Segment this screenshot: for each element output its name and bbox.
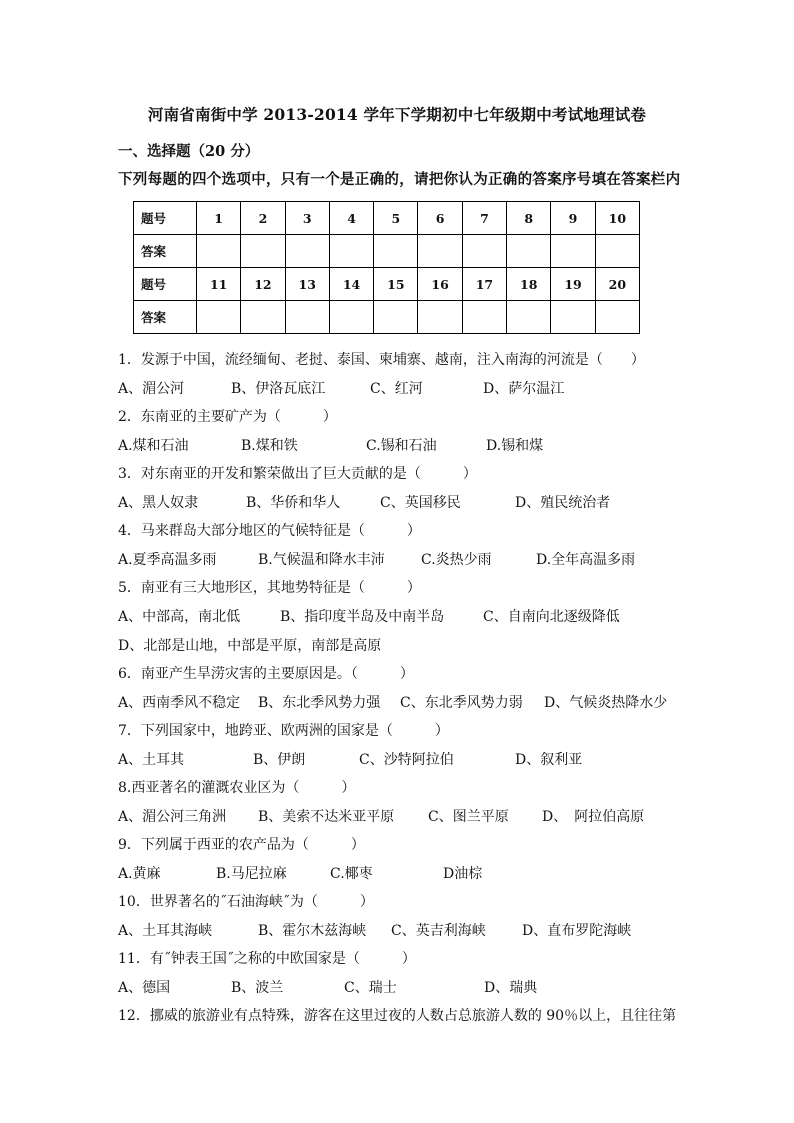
section-heading: 一、选择题（20 分） bbox=[118, 143, 260, 160]
question-5: 5．南亚有三大地形区，其地势特征是（ ） bbox=[118, 580, 421, 596]
option-d[interactable]: D、气候炎热降水少 bbox=[544, 695, 668, 711]
option-a[interactable]: A、土耳其 bbox=[118, 752, 185, 768]
option-d[interactable]: D、叙利亚 bbox=[515, 752, 583, 768]
question-number-cell: 20 bbox=[595, 268, 639, 301]
question-number-cell: 4 bbox=[329, 202, 373, 235]
answer-cell[interactable] bbox=[241, 301, 285, 334]
option-d[interactable]: D、直布罗陀海峡 bbox=[522, 923, 632, 939]
table-row bbox=[134, 301, 640, 334]
option-b[interactable]: B、华侨和华人 bbox=[246, 495, 341, 511]
option-d[interactable]: D.全年高温多雨 bbox=[536, 552, 636, 568]
table-label-answer: 答案 bbox=[134, 235, 197, 268]
answer-cell[interactable] bbox=[241, 235, 285, 268]
option-b[interactable]: B、伊朗 bbox=[253, 752, 306, 768]
option-b[interactable]: B、霍尔木兹海峡 bbox=[258, 923, 367, 939]
table-label-answer: 答案 bbox=[134, 301, 197, 334]
option-c[interactable]: C.椰枣 bbox=[330, 866, 373, 882]
question-number-cell: 19 bbox=[551, 268, 595, 301]
instruction-text: 下列每题的四个选项中，只有一个是正确的，请把你认为正确的答案序号填在答案栏内 bbox=[118, 171, 681, 188]
answer-cell[interactable] bbox=[374, 301, 418, 334]
question-10: 10．世界著名的˝石油海峡˝为（ ） bbox=[118, 894, 374, 910]
question-4: 4．马来群岛大部分地区的气候特征是（ ） bbox=[118, 523, 421, 539]
option-c[interactable]: C.锡和石油 bbox=[366, 438, 437, 454]
option-b[interactable]: B.气候温和降水丰沛 bbox=[258, 552, 385, 568]
exam-title: 河南省南街中学 2013-2014 学年下学期初中七年级期中考试地理试卷 bbox=[147, 105, 647, 124]
answer-cell[interactable] bbox=[285, 235, 329, 268]
option-a[interactable]: A、中部高，南北低 bbox=[118, 609, 241, 625]
answer-cell[interactable] bbox=[507, 235, 551, 268]
question-number-cell: 8 bbox=[507, 202, 551, 235]
question-number-cell: 5 bbox=[374, 202, 418, 235]
question-number-cell: 3 bbox=[285, 202, 329, 235]
question-1: 1．发源于中国，流经缅甸、老挝、泰国、柬埔寨、越南，注入南海的河流是（ ） bbox=[118, 352, 645, 368]
option-c[interactable]: C、图兰平原 bbox=[428, 809, 509, 825]
option-b[interactable]: B、伊洛瓦底江 bbox=[231, 381, 326, 397]
option-c[interactable]: C、自南向北逐级降低 bbox=[483, 609, 620, 625]
question-number-cell: 13 bbox=[285, 268, 329, 301]
answer-cell[interactable] bbox=[285, 301, 329, 334]
question-9: 9．下列属于西亚的农产品为（ ） bbox=[118, 837, 365, 853]
option-c[interactable]: C.炎热少雨 bbox=[421, 552, 492, 568]
question-number-cell: 1 bbox=[197, 202, 241, 235]
question-number-cell: 15 bbox=[374, 268, 418, 301]
option-a[interactable]: A、土耳其海峡 bbox=[118, 923, 213, 939]
table-row bbox=[134, 268, 640, 301]
question-number-cell: 10 bbox=[595, 202, 639, 235]
option-a[interactable]: A、湄公河 bbox=[118, 381, 185, 397]
answer-cell[interactable] bbox=[595, 301, 639, 334]
option-b[interactable]: B、美索不达米亚平原 bbox=[258, 809, 395, 825]
question-number-cell: 9 bbox=[551, 202, 595, 235]
option-d[interactable]: D、萨尔温江 bbox=[483, 381, 565, 397]
question-12: 12．挪威的旅游业有点特殊，游客在这里过夜的人数占总旅游人数的 90％以上，且往往第 bbox=[118, 1008, 677, 1024]
question-number-cell: 16 bbox=[418, 268, 462, 301]
option-c[interactable]: C、英吉利海峡 bbox=[391, 923, 486, 939]
option-a[interactable]: A.夏季高温多雨 bbox=[118, 552, 217, 568]
answer-cell[interactable] bbox=[418, 235, 462, 268]
question-11: 11．有˝钟表王国˝之称的中欧国家是（ ） bbox=[118, 951, 416, 967]
question-7: 7．下列国家中，地跨亚、欧两洲的国家是（ ） bbox=[118, 723, 449, 739]
answer-cell[interactable] bbox=[507, 301, 551, 334]
option-d[interactable]: D、殖民统治者 bbox=[515, 495, 611, 511]
question-number-cell: 7 bbox=[462, 202, 506, 235]
answer-cell[interactable] bbox=[197, 235, 241, 268]
answer-cell[interactable] bbox=[374, 235, 418, 268]
answer-cell[interactable] bbox=[462, 235, 506, 268]
option-a[interactable]: A、湄公河三角洲 bbox=[118, 809, 227, 825]
option-a[interactable]: A.黄麻 bbox=[118, 866, 161, 882]
answer-cell[interactable] bbox=[329, 301, 373, 334]
option-c[interactable]: C、瑞士 bbox=[344, 980, 397, 996]
option-b[interactable]: B、指印度半岛及中南半岛 bbox=[280, 609, 445, 625]
table-label-number: 题号 bbox=[134, 202, 197, 235]
question-6: 6．南亚产生旱涝灾害的主要原因是。（ ） bbox=[118, 666, 414, 682]
table-row bbox=[134, 235, 640, 268]
question-number-cell: 12 bbox=[241, 268, 285, 301]
question-number-cell: 18 bbox=[507, 268, 551, 301]
option-a[interactable]: A、黑人奴隶 bbox=[118, 495, 199, 511]
question-number-cell: 17 bbox=[462, 268, 506, 301]
answer-cell[interactable] bbox=[329, 235, 373, 268]
option-c[interactable]: C、红河 bbox=[370, 381, 423, 397]
option-d[interactable]: D.锡和煤 bbox=[486, 438, 544, 454]
question-2: 2．东南亚的主要矿产为（ ） bbox=[118, 409, 337, 425]
question-number-cell: 14 bbox=[329, 268, 373, 301]
answer-cell[interactable] bbox=[551, 235, 595, 268]
question-number-cell: 11 bbox=[197, 268, 241, 301]
option-d[interactable]: D油棕 bbox=[443, 866, 483, 882]
option-b[interactable]: B.煤和铁 bbox=[241, 438, 298, 454]
option-a[interactable]: A、西南季风不稳定 bbox=[118, 695, 241, 711]
option-b[interactable]: B.马尼拉麻 bbox=[216, 866, 287, 882]
answer-cell[interactable] bbox=[551, 301, 595, 334]
answer-cell[interactable] bbox=[595, 235, 639, 268]
option-d[interactable]: D、 阿拉伯高原 bbox=[542, 809, 645, 825]
answer-cell[interactable] bbox=[418, 301, 462, 334]
question-number-cell: 2 bbox=[241, 202, 285, 235]
answer-table bbox=[133, 201, 640, 334]
answer-cell[interactable] bbox=[197, 301, 241, 334]
option-c[interactable]: C、东北季风势力弱 bbox=[400, 695, 523, 711]
question-8: 8.西亚著名的灌溉农业区为（ ） bbox=[118, 780, 356, 796]
table-label-number: 题号 bbox=[134, 268, 197, 301]
option-b[interactable]: B、波兰 bbox=[231, 980, 284, 996]
table-row bbox=[134, 202, 640, 235]
option-b[interactable]: B、东北季风势力强 bbox=[258, 695, 381, 711]
answer-cell[interactable] bbox=[462, 301, 506, 334]
option-a[interactable]: A、德国 bbox=[118, 980, 171, 996]
question-3: 3．对东南亚的开发和繁荣做出了巨大贡献的是（ ） bbox=[118, 466, 477, 482]
option-c[interactable]: C、英国移民 bbox=[380, 495, 461, 511]
option-c[interactable]: C、沙特阿拉伯 bbox=[359, 752, 454, 768]
option-a[interactable]: A.煤和石油 bbox=[118, 438, 189, 454]
option-d[interactable]: D、瑞典 bbox=[484, 980, 538, 996]
option-d[interactable]: D、北部是山地，中部是平原，南部是高原 bbox=[118, 638, 382, 654]
question-number-cell: 6 bbox=[418, 202, 462, 235]
